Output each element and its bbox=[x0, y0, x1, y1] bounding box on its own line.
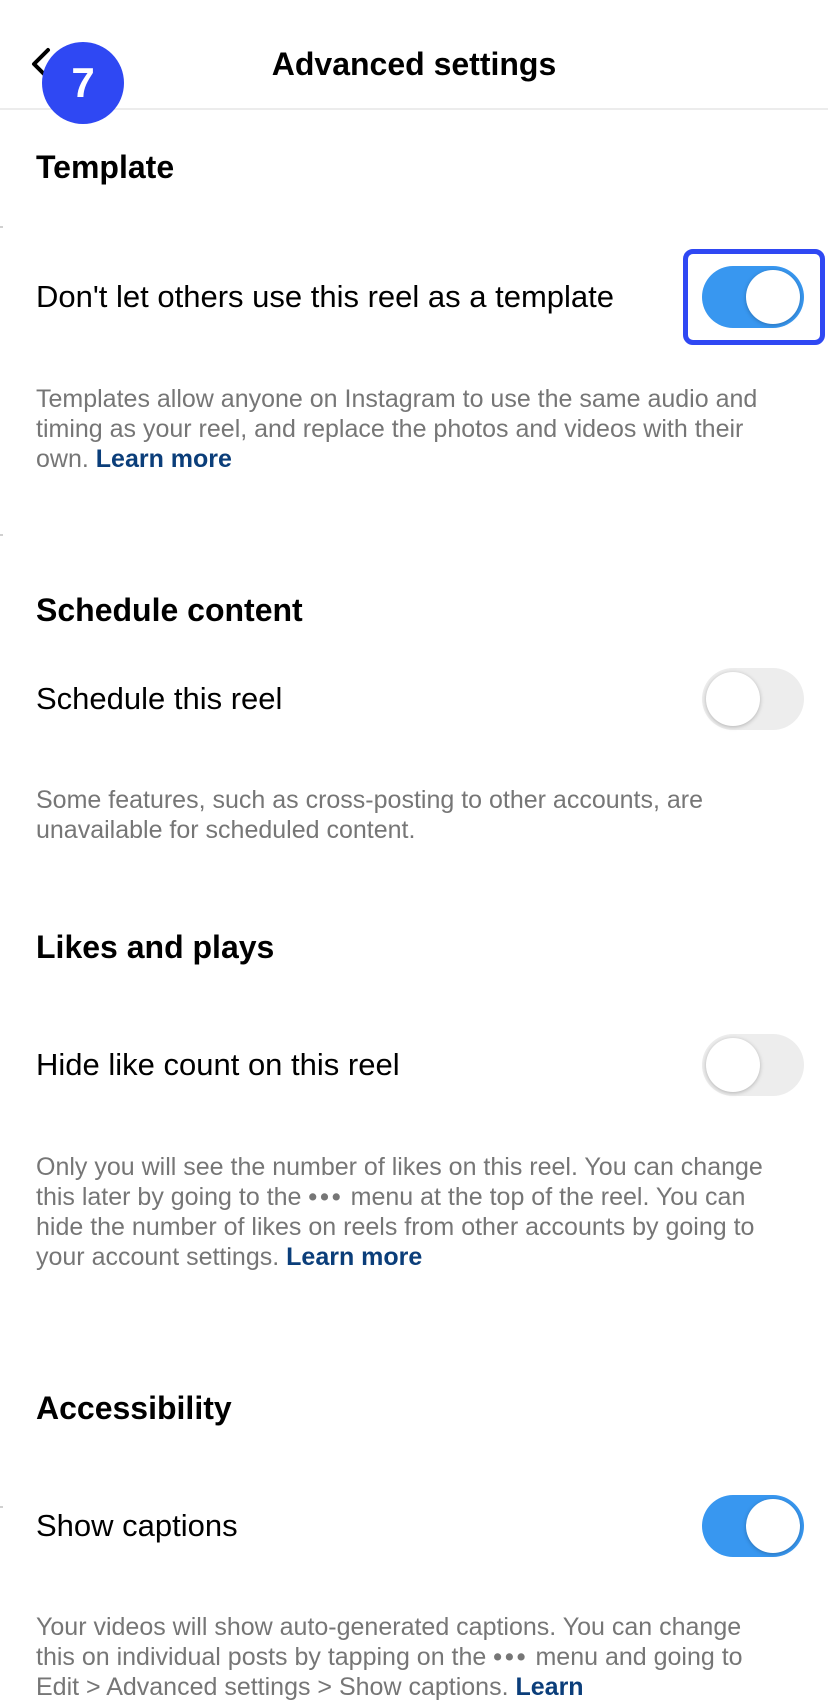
captions-learn-more-link[interactable]: Learn bbox=[515, 1673, 584, 1701]
captions-description bbox=[36, 1612, 781, 1702]
template-row-label: Don't let others use this reel as a template bbox=[36, 279, 614, 314]
captions-description-text-2: menu and going to Edit > Advanced settings > Show captions. bbox=[36, 1643, 743, 1701]
show-captions-toggle[interactable] bbox=[702, 1495, 804, 1557]
toggle-knob bbox=[746, 1499, 800, 1553]
divider bbox=[0, 226, 3, 228]
template-learn-more-link[interactable]: Learn more bbox=[95, 445, 232, 473]
schedule-toggle[interactable] bbox=[702, 668, 804, 730]
toggle-knob bbox=[706, 1038, 760, 1092]
likes-description-text-2: menu at the top of the reel. You can hide the number of likes on reels from other accounts by going to your account settings. bbox=[36, 1183, 755, 1271]
more-options-icon: ••• bbox=[493, 1643, 529, 1671]
likes-description-text-1: Only you will see the number of likes on this reel. You can change this later by going to the bbox=[36, 1153, 763, 1211]
divider bbox=[0, 1506, 3, 1508]
step-badge: 7 bbox=[42, 42, 124, 124]
toggle-knob bbox=[746, 270, 800, 324]
likes-learn-more-link[interactable]: Learn more bbox=[286, 1243, 423, 1271]
template-section-title: Template bbox=[36, 149, 175, 185]
schedule-row-label: Schedule this reel bbox=[36, 681, 283, 716]
accessibility-section-title: Accessibility bbox=[36, 1390, 232, 1426]
divider bbox=[0, 534, 3, 536]
likes-section-title: Likes and plays bbox=[36, 929, 275, 965]
toggle-knob bbox=[706, 672, 760, 726]
hide-likes-row-label: Hide like count on this reel bbox=[36, 1047, 400, 1082]
template-toggle[interactable] bbox=[702, 266, 804, 328]
more-options-icon: ••• bbox=[308, 1183, 344, 1211]
schedule-section-title: Schedule content bbox=[36, 592, 303, 628]
captions-description-text-1: Your videos will show auto-generated captions. You can change this on individual posts by tapping on the bbox=[36, 1613, 742, 1671]
likes-description bbox=[36, 1152, 781, 1272]
template-description-text: Templates allow anyone on Instagram to use the same audio and timing as your reel, and replace the photos and videos with their own. bbox=[36, 385, 758, 473]
schedule-description: Some features, such as cross-posting to other accounts, are unavailable for scheduled content. bbox=[36, 786, 704, 844]
template-description bbox=[36, 384, 781, 474]
show-captions-row-label: Show captions bbox=[36, 1508, 238, 1543]
hide-likes-toggle[interactable] bbox=[702, 1034, 804, 1096]
page-title: Advanced settings bbox=[271, 46, 557, 82]
top-bar bbox=[0, 0, 828, 110]
